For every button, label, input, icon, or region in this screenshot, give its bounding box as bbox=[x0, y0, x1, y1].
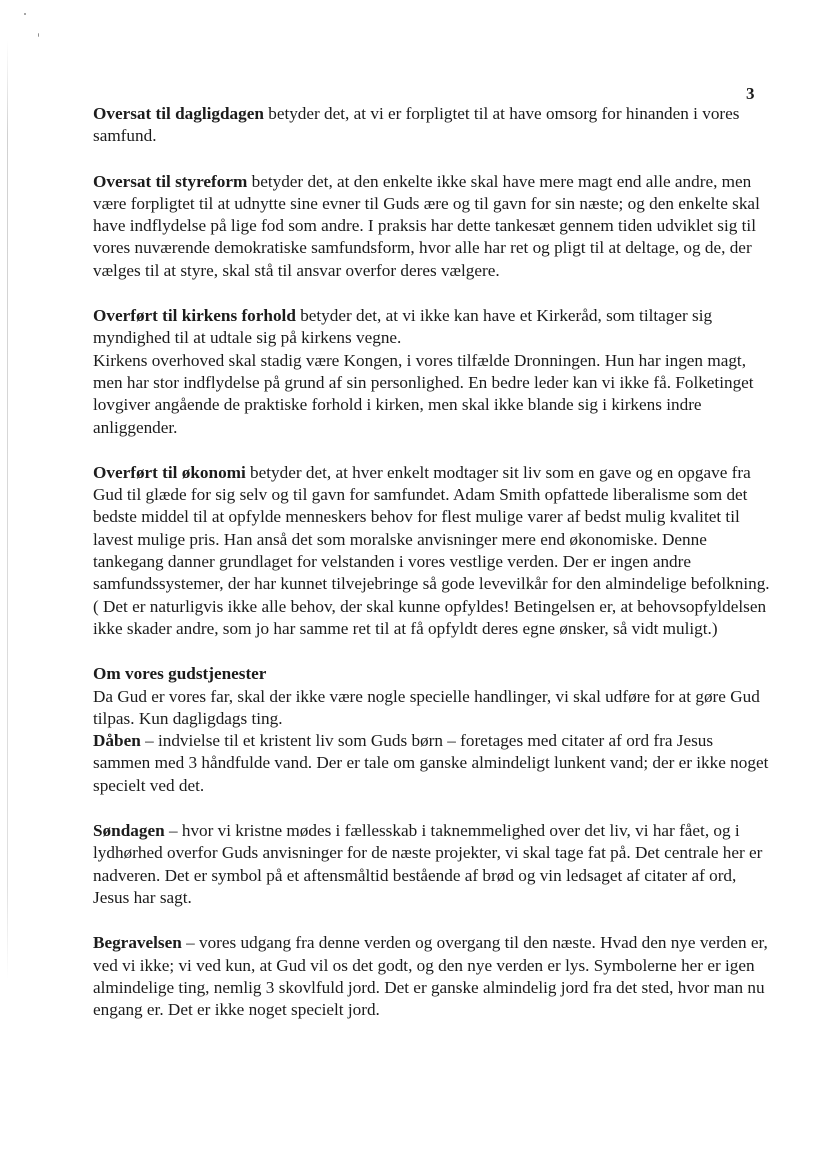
paragraph-services: Da Gud er vores far, skal der ikke være nogle specielle handlinger, vi skal udføre for at gøre Gud tilpas. Kun dagligdags ting. bbox=[93, 686, 760, 728]
text-church: betyder det, at vi ikke kan have et Kirkeråd, som tiltager sig myndighed til at udtale sig på kirkens vegne. bbox=[93, 306, 713, 348]
paragraph-economy bbox=[93, 462, 773, 640]
page-number: 3 bbox=[746, 84, 755, 103]
scan-edge-shadow bbox=[7, 40, 8, 980]
paragraph-burial bbox=[93, 932, 773, 1021]
heading-sunday: Søndagen bbox=[93, 821, 165, 841]
paragraph-sunday bbox=[93, 820, 773, 909]
heading-baptism: Dåben bbox=[93, 731, 141, 751]
document-body bbox=[93, 103, 773, 1044]
heading-church: Overført til kirkens forhold bbox=[93, 306, 296, 326]
paragraph-daily bbox=[93, 103, 773, 148]
text-sunday: – hvor vi kristne mødes i fællesskab i taknemmelighed over det liv, vi har fået, og i lydhørhed overfor Guds anvisninger for de næste projekter, vi skal tage fat på. Det centrale her er nadveren. Det er symbol på et aftensmåltid bestående af brød og vin ledsaget af citater af ord, Jesus har sagt. bbox=[93, 821, 763, 907]
heading-government: Oversat til styreform bbox=[93, 171, 248, 191]
heading-economy: Overført til økonomi bbox=[93, 462, 246, 482]
heading-daily: Oversat til dagligdagen bbox=[93, 104, 264, 123]
scan-speck bbox=[24, 13, 26, 15]
text-baptism: – indvielse til et kristent liv som Guds børn – foretages med citater af ord fra Jesus sammen med 3 håndfulde vand. Der er tale om ganske almindeligt lunkent vand; der er ikke noget specielt ved det. bbox=[93, 731, 769, 795]
text-daily: betyder det, at vi er forpligtet til at have omsorg for hinanden i vores samfund. bbox=[93, 104, 740, 146]
text-burial: – vores udgang fra denne verden og overgang til den næste. Hvad den nye verden er, ved vi ikke; vi ved kun, at Gud vil os det godt, og den nye verden er lys. Symbolerne her er igen almindelige ting, nemlig 3 skovlfuld jord. Det er ganske almindelig jord fra det sted, hvor man nu engang er. Det er ikke noget specielt jord. bbox=[93, 933, 768, 1020]
scan-speck bbox=[38, 33, 39, 37]
paragraph-church bbox=[93, 305, 773, 350]
heading-services-line bbox=[93, 663, 773, 685]
text-government: betyder det, at den enkelte ikke skal have mere magt end alle andre, men være forpligtet til at udnytte sine evner til Guds ære og til gavn for sin næste; og den enkelte skal have indflydelse på lige fod som andre. I praksis har dette tankesæt gennem tiden udviklet sig til vores nuværende demokratiske samfundsform, hvor alle har ret og pligt til at deltage, og de, der vælges til at styre, skal stå til ansvar overfor deres vælgere. bbox=[93, 171, 760, 280]
paragraph-church-2: Kirkens overhoved skal stadig være Kongen, i vores tilfælde Dronningen. Hun har ingen magt, men har stor indflydelse på grund af sin personlighed. En bedre leder kan vi ikke få. Folketinget lovgiver angående de praktiske forhold i kirken, men skal ikke blande sig i kirkens indre anliggender. bbox=[93, 350, 754, 437]
heading-services: Om vores gudstjenester bbox=[93, 664, 267, 684]
paragraph-baptism bbox=[93, 730, 773, 797]
heading-burial: Begravelsen bbox=[93, 933, 182, 953]
paragraph-government bbox=[93, 171, 773, 282]
text-economy: betyder det, at hver enkelt modtager sit liv som en gave og en opgave fra Gud til glæde for sig selv og til gavn for samfundet. Adam Smith opfattede liberalisme som det bedste middel til at opfylde menneskers behov for flest mulige varer af bedst mulig kvalitet til lavest mulige pris. Han anså det som moralske anvisninger mere end økonomiske. Denne tankegang danner grundlaget for velstanden i vores vestlige verden. Der er ingen andre samfundssystemer, der har kunnet tilvejebringe så gode levevilkår for den almindelige befolkning. ( Det er naturligvis ikke alle behov, der skal kunne opfyldes! Betingelsen er, at behovsopfyldelsen ikke skader andre, som jo har samme ret til at få opfyldt deres egne ønsker, så vidt muligt.) bbox=[93, 462, 770, 638]
